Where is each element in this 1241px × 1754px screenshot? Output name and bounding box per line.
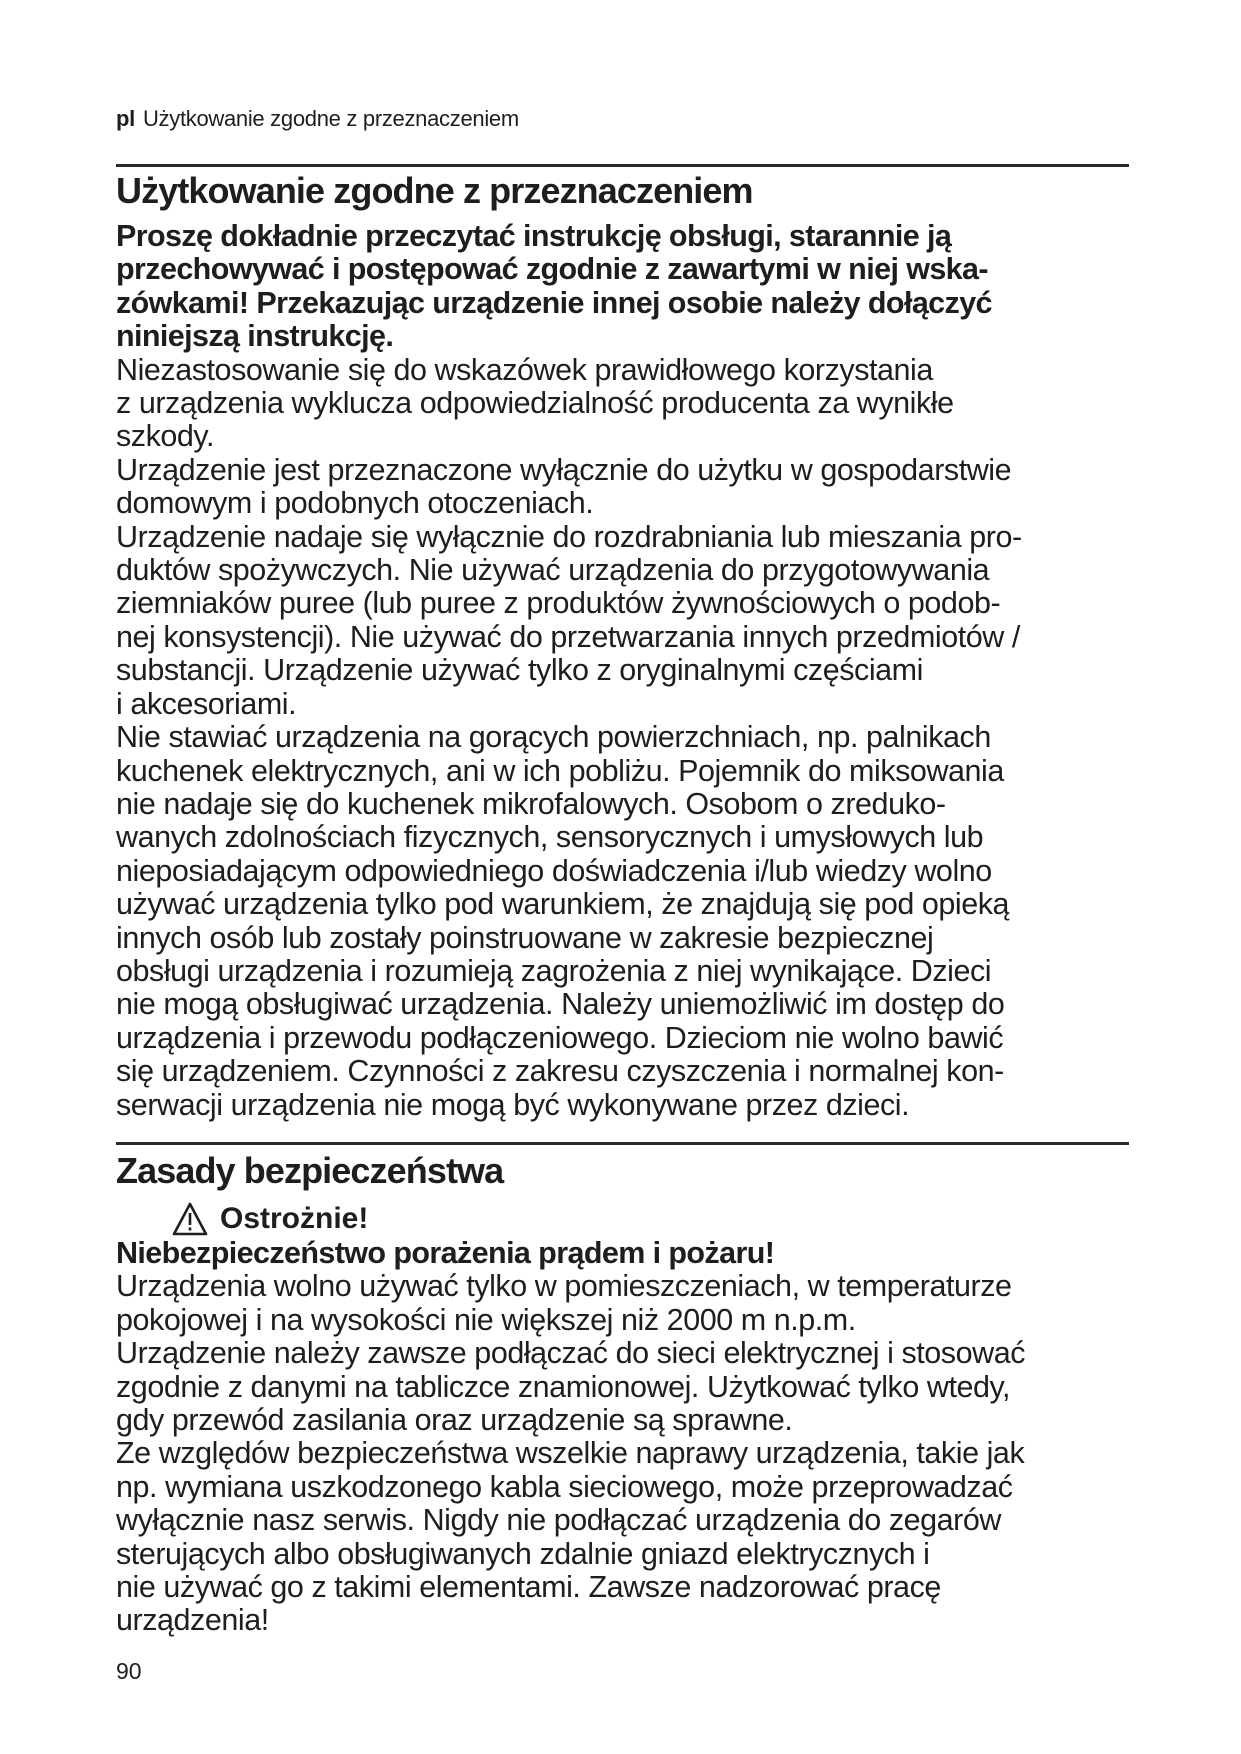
text-line: obsługi urządzenia i rozumieją zagrożenia z niej wynikające. Dzieci xyxy=(116,953,992,988)
text-line: Urządzenie należy zawsze podłączać do sieci elektrycznej i stosować xyxy=(116,1336,1026,1371)
text-line: nie używać go z takimi elementami. Zawsze nadzorować pracę xyxy=(116,1570,941,1605)
text-line: nie nadaje się do kuchenek mikrofalowych. Osobom o zreduko- xyxy=(116,786,946,821)
text-line: używać urządzenia tylko pod warunkiem, że znajdują się pod opieką xyxy=(116,887,1010,922)
text-line: zówkami! Przekazując urządzenie innej osobie należy dołączyć xyxy=(116,285,992,320)
intro-bold xyxy=(116,220,1022,354)
text-line: z urządzenia wyklucza odpowiedzialność producenta za wynikłe xyxy=(116,386,954,421)
text-line: zgodnie z danymi na tabliczce znamionowej. Użytkować tylko wtedy, xyxy=(116,1369,1011,1404)
text-line: duktów spożywczych. Nie używać urządzenia do przygotowywania xyxy=(116,553,990,588)
text-line: urządzenia i przewodu podłączeniowego. Dzieciom nie wolno bawić xyxy=(116,1020,1004,1055)
text-line: kuchenek elektrycznych, ani w ich pobliżu. Pojemnik do miksowania xyxy=(116,753,1004,788)
text-line: wyłącznie nasz serwis. Nigdy nie podłączać urządzenia do zegarów xyxy=(116,1503,1001,1538)
intended-use-body xyxy=(116,354,1022,1122)
warning-triangle-icon xyxy=(172,1202,208,1236)
section-divider xyxy=(116,164,1129,167)
text-line: Urządzenie jest przeznaczone wyłącznie do użytku w gospodarstwie xyxy=(116,452,1012,487)
text-line: przechowywać i postępować zgodnie z zawartymi w niej wska- xyxy=(116,252,988,287)
text-line: innych osób lub zostały poinstruowane w zakresie bezpiecznej xyxy=(116,920,934,955)
text-line: urządzenia! xyxy=(116,1603,269,1638)
text-line: wanych zdolnościach fizycznych, sensorycznych i umysłowych lub xyxy=(116,820,984,855)
text-line: szkody. xyxy=(116,419,214,454)
text-line: nie mogą obsługiwać urządzenia. Należy uniemożliwić im dostęp do xyxy=(116,987,1005,1022)
language-code: pl xyxy=(116,106,135,131)
text-line: domowym i podobnych otoczeniach. xyxy=(116,486,594,521)
section-title-intended-use: Użytkowanie zgodne z przeznaczeniem xyxy=(116,170,753,211)
text-line: niniejszą instrukcję. xyxy=(116,319,394,354)
text-line: nej konsystencji). Nie używać do przetwarzania innych przedmiotów / xyxy=(116,619,1020,654)
text-line: ziemniaków puree (lub puree z produktów żywnościowych o podob- xyxy=(116,586,1001,621)
text-line: pokojowej i na wysokości nie większej niż 2000 m n.p.m. xyxy=(116,1302,856,1337)
text-line: sterujących albo obsługiwanych zdalnie gniazd elektrycznych i xyxy=(116,1536,930,1571)
text-line: i akcesoriami. xyxy=(116,686,297,721)
text-line: Ze względów bezpieczeństwa wszelkie naprawy urządzenia, takie jak xyxy=(116,1436,1025,1471)
section-divider xyxy=(116,1142,1129,1145)
text-line: gdy przewód zasilania oraz urządzenie są sprawne. xyxy=(116,1403,793,1438)
section-intended-use-text xyxy=(116,220,1022,1122)
page-number: 90 xyxy=(116,1658,142,1684)
section-title-safety: Zasady bezpieczeństwa xyxy=(116,1150,504,1191)
text-line: Nie stawiać urządzenia na gorących powierzchniach, np. palnikach xyxy=(116,720,991,755)
text-line: np. wymiana uszkodzonego kabla sieciowego, może przeprowadzać xyxy=(116,1469,1013,1504)
section-safety-text xyxy=(116,1237,1025,1638)
text-line: nieposiadającym odpowiedniego doświadczenia i/lub wiedzy wolno xyxy=(116,853,992,888)
running-header-title: Użytkowanie zgodne z przeznaczeniem xyxy=(142,106,519,131)
safety-subtitle: Niebezpieczeństwo porażenia prądem i pożaru! xyxy=(116,1236,775,1270)
text-line: się urządzeniem. Czynności z zakresu czyszczenia i normalnej kon- xyxy=(116,1054,1004,1089)
text-line: serwacji urządzenia nie mogą być wykonywane przez dzieci. xyxy=(116,1087,910,1122)
warning-callout xyxy=(172,1202,368,1236)
warning-label: Ostrożnie! xyxy=(220,1202,369,1235)
safety-body xyxy=(116,1270,1025,1637)
text-line: Urządzenia wolno używać tylko w pomieszczeniach, w temperaturze xyxy=(116,1269,1012,1304)
text-line: Urządzenie nadaje się wyłącznie do rozdrabniania lub mieszania pro- xyxy=(116,519,1022,554)
text-line: Niezastosowanie się do wskazówek prawidłowego korzystania xyxy=(116,352,933,387)
text-line: substancji. Urządzenie używać tylko z oryginalnymi częściami xyxy=(116,653,923,688)
text-line: Proszę dokładnie przeczytać instrukcję obsługi, starannie ją xyxy=(116,219,952,253)
running-header xyxy=(116,106,519,132)
